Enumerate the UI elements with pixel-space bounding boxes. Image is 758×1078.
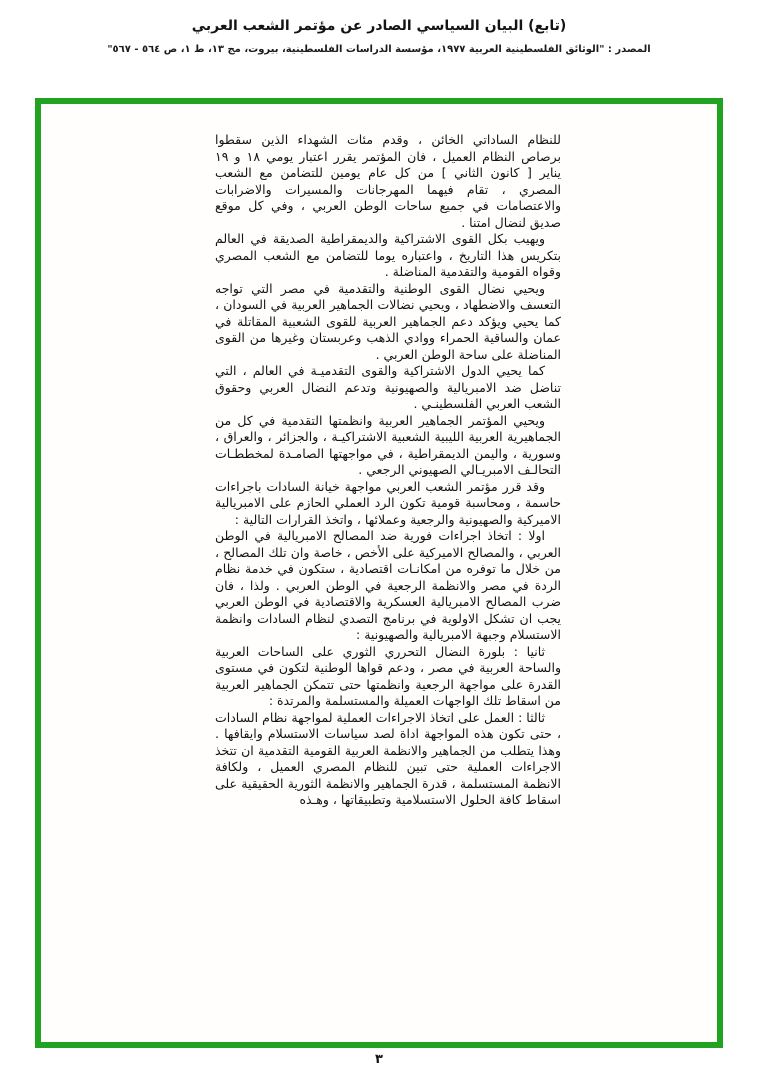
paragraph-2: ويهيب بكل القوى الاشتراكية والديمقراطية الصديقة في العالم بتكريس هذا التاريخ ، واعتباره يوما للتضامن مع الشعب المصري وقواه القومية والتقدمية المناضلة . [215,231,561,279]
paragraph-5: ويحيي المؤتمر الجماهير العربية وانظمتها التقدمية في كل من الجماهيرية العربية الليبية الشعبية الاشتراكيـة ، والجزائر ، والعراق ، وسورية ، واليمن الديمقراطية ، في مواجهتها الصامـدة لمخططـات التحالـف الامبريـالي الصهيوني الرجعي . [215,412,561,477]
paragraph-6: وقد قرر مؤتمر الشعب العربي مواجهة خيانة السادات باجراءات حاسمة ، ومحاسبة قومية تكون الرد العملي الحازم على الامبريالية الاميركية والصهيونية والرجعية وعملائها ، واتخذ القرارات التالية : [215,478,561,527]
content-frame [35,98,723,1048]
paragraph-3: ويحيي نضال القوى الوطنية والتقدمية في مصر التي تواجه التعسف والاضطهاد ، ويحيي نضالات الجماهير العربية في السودان ، كما يحيي ويؤكد دعم الجماهير العربية للقوى الشعبية المقاتلة في عمان والساقية الحمراء ووادي الذهب وعربستان وغيرها من القوى المناضلة على ساحة الوطن العربي . [215,280,561,362]
page-title: (تابع) البيان السياسي الصادر عن مؤتمر الشعب العربي [191,18,567,34]
paragraph-8: ثانيا : بلورة النضال التحرري الثوري على الساحات العربية والساحة العربية في مصر ، ودعم قواها الوطنية لتكون في مستوى القدرة على مواجهة الرجعية وانظمتها حتى تتمكن الجماهير العربية من اسقاط تلك الواجهات العميلة والمستسلمة والمرتدة : [215,643,561,708]
paragraph-7: اولا : اتخاذ اجراءات فورية ضد المصالح الامبريالية في الوطن العربي ، والمصالح الاميركية على الأخص ، خاصة وان تلك المصالح ، من خلال ما توفره من امكانـات اقتصادية ، ستكون في خدمة نظام الردة في مصر والانظمة الرجعية في الوطن العربي . ولذا ، فان ضرب المصالح الامبريالية العسكرية والاقتصادية في الوطن العربي يجب ان تشكل الاولوية في برنامج التصدي لنظام السادات وانظمة الاستسلام وجبهة الامبريالية والصهيونية : [215,528,561,642]
source-line: المصدر : "الوثائق الفلسطينية العربية ١٩٧٧، مؤسسة الدراسات الفلسطينية، بيروت، مج ١٣، ط ١، ص ٥٦٤ - ٥٦٧" [107,44,651,55]
document-header [0,18,758,55]
paragraph-1: للنظام الساداتي الخائن ، وقدم مئات الشهداء الذين سقطوا برصاص النظام العميل ، فان المؤتمر يقرر اعتبار يومي ١٨ و ١٩ يناير [ كانون الثاني ] من كل عام يومين للتضامن مع الشعب المصري ، تقام فيهما المهرجانات والمسيرات والاضرابات والاعتصامات في جميع ساحات الوطن العربي ، وفي كل موقع صديق لنضال امتنا . [215,132,562,230]
paragraph-4: كما يحيي الدول الاشتراكية والقوى التقدميـة في العالم ، التي تناضل ضد الامبريالية والصهيونية وتدعم النضال العربي وحقوق الشعب العربي الفلسطينـي . [215,363,561,411]
paragraph-9: ثالثا : العمل على اتخاذ الاجراءات العملية لمواجهة نظام السادات ، حتى تكون هذه المواجهة اداة لصد سياسات الاستسلام وايقافها . وهذا يتطلب من الجماهير والانظمة العربية القومية التقدمية ان تتخذ الاجراءات العملية حتى تبين للنظام المصري العميل ، ولكافة الانظمة المستسلمة ، قدرة الجماهير والانظمة الثورية الحقيقية على اسقاط كافة الحلول الاستسلامية وتطبيقاتها ، وهـذه [215,709,561,807]
body-text [215,132,561,809]
page-number: ٣ [375,1052,383,1067]
